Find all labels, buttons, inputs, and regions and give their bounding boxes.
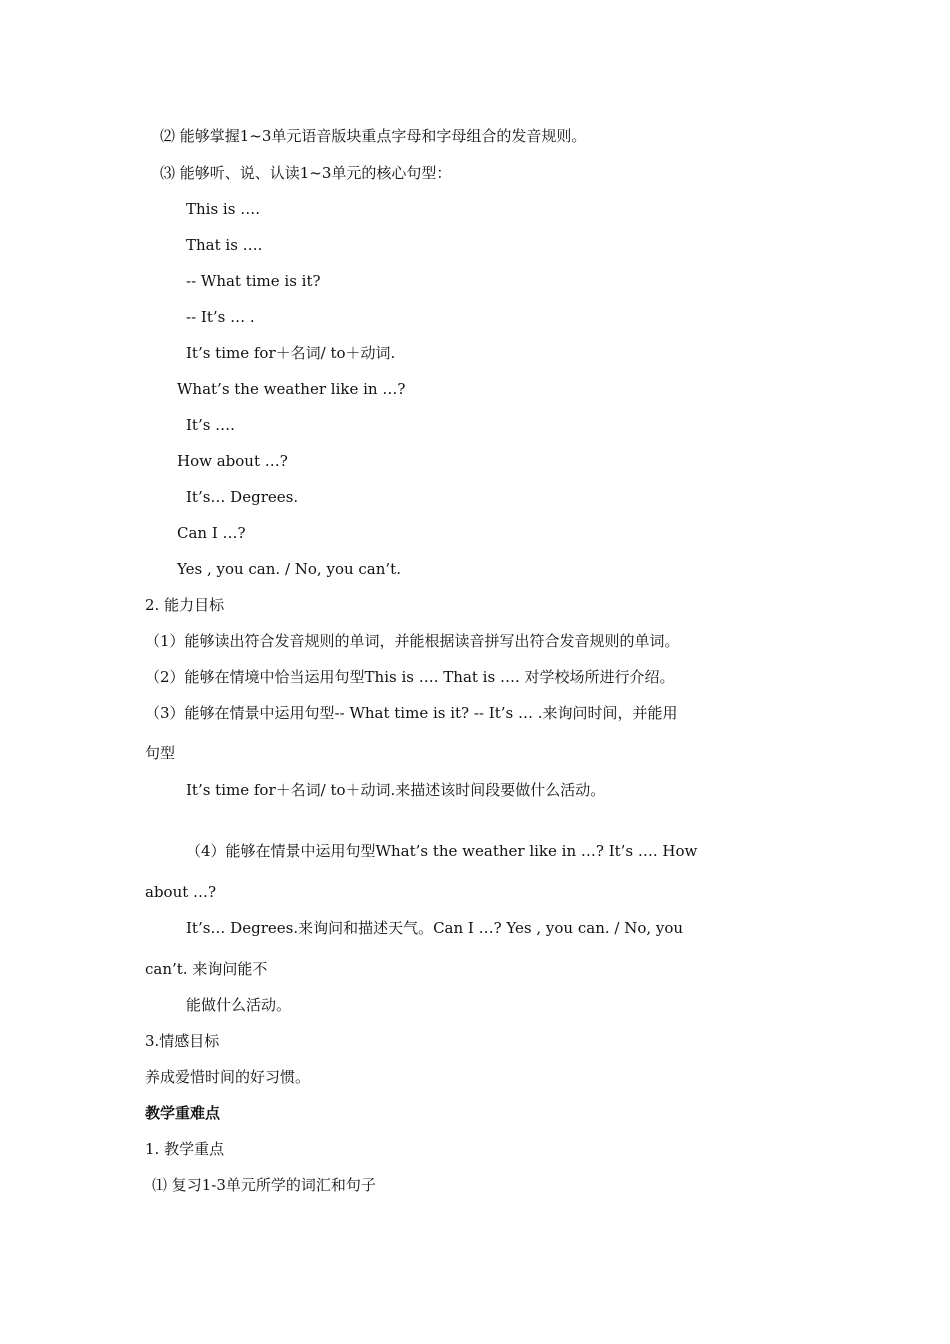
sentence-pattern: It’s time for＋名词/ to＋动词. [186, 344, 396, 362]
ability-item-1: （1）能够读出符合发音规则的单词，并能根据读音拼写出符合发音规则的单词。 [145, 632, 680, 650]
ability-item-4-cont: It’s… Degrees.来询问和描述天气。Can I …? Yes , you can. / No, you [186, 919, 684, 937]
emotion-item: 养成爱惜时间的好习惯。 [145, 1068, 311, 1086]
ability-item-4: （4）能够在情景中运用句型What’s the weather like in …? It’s …. How [186, 842, 698, 860]
sentence-pattern: -- What time is it? [186, 272, 321, 290]
sentence-pattern: It’s …. [186, 416, 235, 434]
sentence-pattern: This is …. [186, 200, 260, 218]
sentence-pattern: -- It’s … . [186, 308, 255, 326]
ability-item-4-cont: 能做什么活动。 [186, 996, 292, 1014]
ability-item-4-cont: can’t. 来询问能不 [145, 960, 268, 978]
section-heading-key-points: 教学重难点 [145, 1104, 221, 1122]
subheading-key-points: 1. 教学重点 [145, 1140, 225, 1158]
sentence-pattern: What’s the weather like in …? [177, 380, 406, 398]
objective-2-line: ⑵ 能够掌握1~3单元语音版块重点字母和字母组合的发音规则。 [160, 127, 587, 145]
section-heading-ability: 2. 能力目标 [145, 596, 225, 614]
ability-item-4-cont: about …? [145, 883, 217, 901]
sentence-pattern: How about …? [177, 452, 288, 470]
ability-item-3-cont: It’s time for＋名词/ to＋动词.来描述该时间段要做什么活动。 [186, 781, 606, 799]
ability-item-3-cont: 句型 [145, 744, 176, 762]
ability-item-2: （2）能够在情境中恰当运用句型This is …. That is …. 对学校场所进行介绍。 [145, 668, 675, 686]
section-heading-emotion: 3.情感目标 [145, 1032, 220, 1050]
ability-item-3: （3）能够在情景中运用句型-- What time is it? -- It’s … .来询问时间，并能用 [145, 704, 678, 722]
sentence-pattern: It’s… Degrees. [186, 488, 299, 506]
sentence-pattern: Yes , you can. / No, you can’t. [177, 560, 401, 578]
sentence-pattern: Can I …? [177, 524, 246, 542]
key-point-item-1: ⑴ 复习1-3单元所学的词汇和句子 [152, 1176, 376, 1194]
objective-3-line: ⑶ 能够听、说、认读1~3单元的核心句型： [160, 164, 452, 182]
sentence-pattern: That is …. [186, 236, 263, 254]
